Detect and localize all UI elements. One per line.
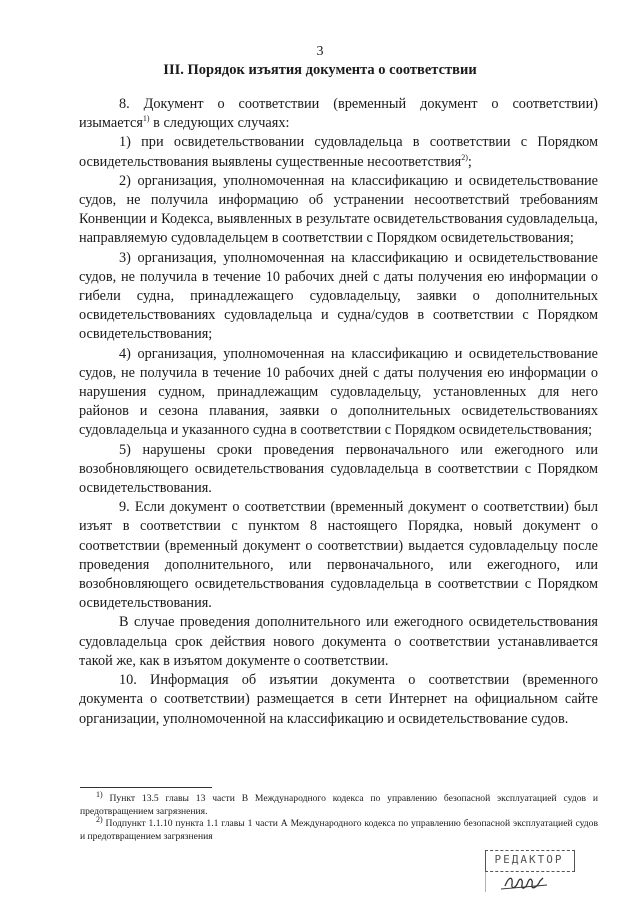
footnote-1 xyxy=(80,789,598,818)
footnote-2-text: Подпункт 1.1.10 пункта 1.1 главы 1 части А Международного кодекса по управлению безопасной эксплуатацией судов и предотвращением загрязнения xyxy=(80,818,598,842)
paragraph-9-continuation: В случае проведения дополнительного или ежегодного освидетельствования судовладельца срок действия нового документа о соответствии устанавливается такой же, как в изъятом документе о соответствии. xyxy=(79,614,598,669)
footnote-ref-2: 2) xyxy=(461,152,468,162)
signature-icon xyxy=(485,870,575,894)
footnote-1-text: Пункт 13.5 главы 13 части В Международного кодекса по управлению безопасной эксплуатацией судов и предотвращением загрязнения. xyxy=(80,793,598,817)
paragraph-10: 10. Информация об изъятии документа о соответствии (временного документа о соответствии) размещается в сети Интернет на официальном сайте организации, уполномоченной на классификацию и освидетельствование судов. xyxy=(79,672,598,727)
list-item-2: 2) организация, уполномоченная на классификацию и освидетельствование судов, не получила информацию об устранении несоответствий требованиям Конвенции и Кодекса, выявленных в результате освидетельствования судовладельца, направляемую судовладельцем в соответствии с Порядком освидетельствования; xyxy=(79,172,598,247)
list-item-3: 3) организация, уполномоченная на классификацию и освидетельствование судов, не получила в течение 10 рабочих дней с даты получения ею информации о гибели судна, принадлежащего судовладельцу, заявки о дополнительных освидетельствованиях судовладельца и судна/судов в соответствии с Порядком освидетельствования; xyxy=(79,249,598,343)
list-item-5: 5) нарушены сроки проведения первоначального или ежегодного или возобновляющего освидетельствования судовладельца в соответствии с Порядком освидетельствования. xyxy=(79,441,598,497)
stamp-label: РЕДАКТОР xyxy=(494,853,564,866)
footnotes xyxy=(80,789,598,843)
document-body xyxy=(79,95,598,729)
paragraph-8-text: 8. Документ о соответствии (временный документ о соответствии) изымается xyxy=(79,96,598,132)
paragraph-8 xyxy=(79,95,598,133)
footnote-1-mark: 1) xyxy=(96,789,103,799)
footnote-divider xyxy=(80,787,212,788)
list-item-1-text: 1) при освидетельствовании судовладельца в соответствии с Порядком освидетельствования выявлены существенные несоответствия xyxy=(79,134,598,170)
footnote-ref-1: 1) xyxy=(142,114,150,124)
section-heading: III. Порядок изъятия документа о соответствии xyxy=(163,62,477,78)
footnote-2 xyxy=(80,815,598,843)
list-item-1 xyxy=(79,133,598,171)
paragraph-9: 9. Если документ о соответствии (временный документ о соответствии) был изъят в соответствии с пунктом 8 настоящего Порядка, новый документ о соответствии (временный документ о соответствии) выдается судовладельцу после проведения дополнительного, или первоначального, или ежегодного, или возобновляющего освидетельствования судовладельца в соответствии с Порядком освидетельствования. xyxy=(79,499,598,612)
editor-stamp xyxy=(485,850,577,892)
page-number: 3 xyxy=(316,44,324,59)
list-item-1-end: ; xyxy=(467,153,472,170)
paragraph-8-text-end: в следующих случаях: xyxy=(149,115,290,132)
footnote-2-mark: 2) xyxy=(96,815,103,824)
list-item-4: 4) организация, уполномоченная на классификацию и освидетельствование судов, не получила в течение 10 рабочих дней с даты получения ею информации о нарушения судном, принадлежащим судовладельцу, установленных для него районов и сезона плавания, заявки о дополнительных освидетельствованиях судовладельца и указанного судна в соответствии с Порядком освидетельствования; xyxy=(79,345,598,439)
